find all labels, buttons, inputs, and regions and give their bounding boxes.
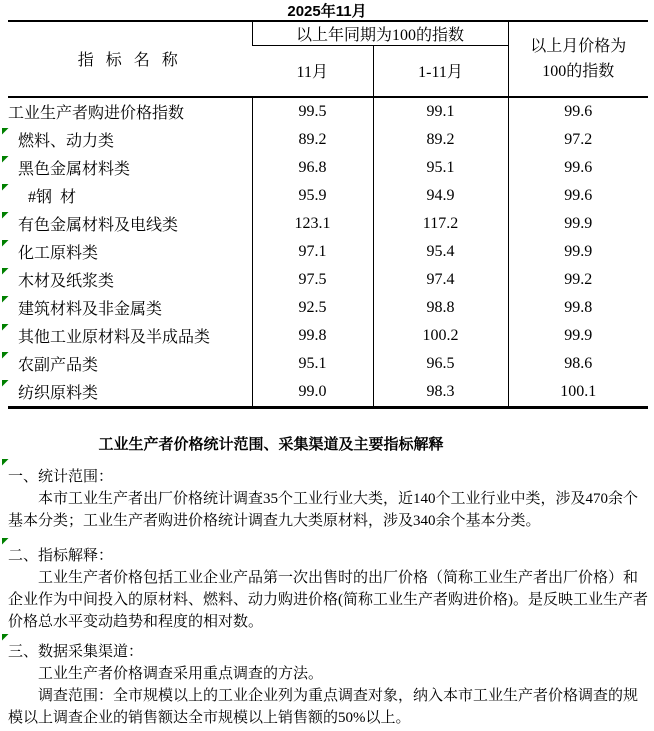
cell-month-value: 89.2: [252, 126, 373, 154]
notes-section: [0, 435, 654, 729]
cell-indicator: [8, 210, 252, 238]
cell-indicator: [8, 322, 252, 350]
comment-flag-icon: [2, 352, 9, 359]
cell-indicator: [8, 350, 252, 378]
section-paragraph: 本市工业生产者出厂价格统计调查35个工业行业大类，近140个工业行业中类，涉及470余个基本分类；工业生产者购进价格统计调查九大类原材料，涉及340余个基本分类。: [8, 490, 639, 529]
section-heading: [8, 641, 648, 663]
cell-ytd-value: 95.1: [373, 154, 508, 182]
table-row: [8, 238, 648, 266]
indicator-label: 工业生产者购进价格指数: [8, 105, 185, 122]
cell-month-value: 97.1: [252, 238, 373, 266]
cell-indicator: [8, 238, 252, 266]
table-body: [8, 97, 648, 408]
indicator-label: 纺织原料类: [18, 385, 99, 402]
table-row: [8, 266, 648, 294]
section-paragraph: 工业生产者价格调查采用重点调查的方法。: [38, 665, 324, 682]
table-row: [8, 97, 648, 126]
cell-month-value: 96.8: [252, 154, 373, 182]
indicator-label: 燃料、动力类: [18, 133, 115, 150]
indicator-label: 黑色金属材料类: [18, 161, 131, 178]
notes-section-scope: [8, 466, 648, 532]
cell-indicator: [8, 266, 252, 294]
section-paragraph: 工业生产者价格包括工业企业产品第一次出售时的出厂价格（简称工业生产者出厂价格）和企业作为中间投入的原材料、燃料、动力购进价格(简称工业生产者购进价格)。是反映工业生产者价格总水平变动趋势和程度的相对数。: [8, 569, 648, 630]
indicator-label: 其他工业原材料及半成品类: [18, 329, 211, 346]
indicator-label: #钢 材: [28, 189, 77, 206]
cell-indicator: [8, 154, 252, 182]
notes-section-definitions: [8, 545, 648, 633]
cell-month-value: 92.5: [252, 294, 373, 322]
header-mom-line2: 100的指数: [542, 62, 615, 80]
cell-mom-value: 100.1: [508, 378, 648, 408]
indicator-label: 木材及纸浆类: [18, 273, 115, 290]
comment-flag-icon: [2, 634, 9, 641]
header-yoy-group: 以上年同期为100的指数: [252, 21, 508, 46]
header-mom-line1: 以上月价格为: [530, 37, 627, 55]
cell-ytd-value: 89.2: [373, 126, 508, 154]
section-paragraph: 调查范围：全市规模以上的工业企业列为重点调查对象，纳入本市工业生产者价格调查的规模以上调查企业的销售额达全市规模以上销售额的50%以上。: [8, 687, 639, 726]
cell-ytd-value: 94.9: [373, 182, 508, 210]
cell-month-value: 99.5: [252, 97, 373, 126]
notes-title: 工业生产者价格统计范围、采集渠道及主要指标解释: [98, 435, 444, 453]
table-row: [8, 154, 648, 182]
cell-ytd-value: 96.5: [373, 350, 508, 378]
cell-indicator: [8, 182, 252, 210]
comment-flag-icon: [2, 380, 9, 387]
comment-flag-icon: [2, 128, 9, 135]
header-indicator-name: 指 标 名 称: [77, 52, 182, 70]
section-heading-label: 三、数据采集渠道：: [8, 643, 144, 660]
section-heading: [8, 466, 648, 488]
comment-flag-icon: [2, 212, 9, 219]
section-heading-label: 二、指标解释：: [8, 547, 114, 564]
cell-ytd-value: 99.1: [373, 97, 508, 126]
cell-ytd-value: 98.3: [373, 378, 508, 408]
table-row: [8, 322, 648, 350]
cell-indicator: [8, 378, 252, 408]
cell-indicator: [8, 294, 252, 322]
table-row: [8, 182, 648, 210]
cell-mom-value: 97.2: [508, 126, 648, 154]
cell-mom-value: 98.6: [508, 350, 648, 378]
cell-mom-value: 99.8: [508, 294, 648, 322]
cell-mom-value: 99.6: [508, 154, 648, 182]
table-header: [8, 21, 648, 97]
notes-section-collection: [8, 641, 648, 729]
cell-ytd-value: 95.4: [373, 238, 508, 266]
cell-ytd-value: 100.2: [373, 322, 508, 350]
comment-flag-icon: [2, 184, 9, 191]
cell-indicator: [8, 97, 252, 126]
comment-flag-icon: [2, 459, 9, 466]
comment-flag-icon: [2, 240, 9, 247]
section-heading: [8, 545, 648, 567]
cell-month-value: 95.1: [252, 350, 373, 378]
cell-month-value: 123.1: [252, 210, 373, 238]
cell-mom-value: 99.9: [508, 210, 648, 238]
indicator-label: 化工原料类: [18, 245, 99, 262]
comment-flag-icon: [2, 538, 9, 545]
indicator-label: 建筑材料及非金属类: [18, 301, 163, 318]
indicator-label: 有色金属材料及电线类: [18, 217, 179, 234]
header-col-ytd: 1-11月: [373, 46, 508, 97]
table-row: [8, 294, 648, 322]
table-row: [8, 210, 648, 238]
cell-month-value: 95.9: [252, 182, 373, 210]
cell-month-value: 97.5: [252, 266, 373, 294]
table-row: [8, 126, 648, 154]
cell-indicator: [8, 126, 252, 154]
cell-mom-value: 99.2: [508, 266, 648, 294]
indicator-label: 农副产品类: [18, 357, 99, 374]
cell-mom-value: 99.6: [508, 182, 648, 210]
cell-month-value: 99.8: [252, 322, 373, 350]
comment-flag-icon: [2, 296, 9, 303]
price-index-table: [8, 20, 648, 409]
page-title: 2025年11月: [287, 3, 367, 20]
comment-flag-icon: [2, 324, 9, 331]
comment-flag-icon: [2, 268, 9, 275]
table-row: [8, 350, 648, 378]
table-row: [8, 378, 648, 408]
cell-ytd-value: 117.2: [373, 210, 508, 238]
section-heading-label: 一、统计范围：: [8, 468, 114, 485]
cell-mom-value: 99.9: [508, 238, 648, 266]
header-mom-index: [508, 21, 648, 97]
cell-ytd-value: 98.8: [373, 294, 508, 322]
cell-mom-value: 99.6: [508, 97, 648, 126]
comment-flag-icon: [2, 156, 9, 163]
cell-mom-value: 99.9: [508, 322, 648, 350]
cell-ytd-value: 97.4: [373, 266, 508, 294]
header-col-month: 11月: [296, 64, 328, 82]
cell-month-value: 99.0: [252, 378, 373, 408]
